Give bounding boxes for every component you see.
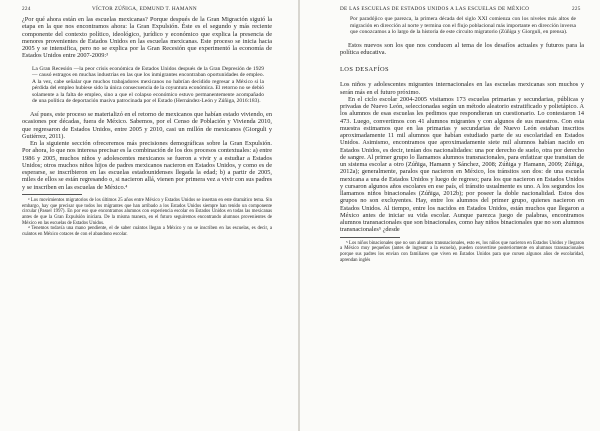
left-running-head: VÍCTOR ZÚÑIGA, EDMUND T. HAMANN [92,6,197,12]
footnote-rule [22,194,82,195]
body-paragraph: ¿Por qué ahora están en las escuelas mexicanas? Porque después de la Gran Migración siguió la etapa en la que nos encontramos ahora: la Gran Expulsión. Éste es el segundo y más reciente componente del contexto político, ideológico, jurídico y económico que explica la presencia de menores provenientes de Estados Unidos en las escuelas mexicanas. Este proceso se inicia hacia 2005 y se intensifica, pero no se explica por la Gran Recesión que experimentó la economía de Estados Unidos entre 2007-2009:³ [22,16,272,60]
right-page-number: 225 [572,6,581,12]
right-running-head: DE LAS ESCUELAS DE ESTADOS UNIDOS A LAS ESCUELAS DE MÉXICO [340,6,530,12]
body-paragraph: En la siguiente sección ofreceremos más precisiones demográficas sobre la Gran Expulsión. Por ahora, lo que nos interesa precisar es la combinación de los dos procesos contextuales: a) entre 1986 y 2005, muchos niños y adolescentes mexicanos se fueron a vivir y a estudiar a Estados Unidos; otros muchos niños hijos de padres mexicanos nacieron en Estados Unidos, y como es de esperarse, se inscribieron en las escuelas estadounidenses llegada la edad; b) a partir de 2005, miles de ellos se están regresando o, si nacieron allá, vienen por primera vez a vivir con sus padres y se inscriben en las escuelas de México.⁴ [22,140,272,191]
footnote: ⁵ Los niños binacionales que no son alumnos transnacionales, esto es, los niños que nacieron en Estados Unidos y llegaron a México muy pequeños (antes de ingresar a la escuela), pueden convertirse posteriormente en alumnos transnacionales porque sus padres los envían con familiares que viven en Estados Unidos para que cursen algunos años de escolaridad, aprendan inglés [340,240,584,263]
body-paragraph: Estos nuevos son los que nos conducen al tema de los desafíos actuales y futuros para la política educativa. [340,41,584,57]
section-heading: LOS DESAFÍOS [340,66,390,74]
body-paragraph: En el ciclo escolar 2004-2005 visitamos 173 escuelas primarias y secundarias, públicas y privadas de Nuevo León, seleccionadas según un método aleatorio estratificado y polietápico. A los alumnos de esas escuelas les pedimos que respondieran un cuestionario. Lo contestaron 14 473. Luego, convertimos con 41 alumnos migrantes y con algunos de sus maestros. Con esta muestra estimamos que en las primarias y secundarias de Nuevo León estaban inscritos aproximadamente 11 mil alumnos que habían estudiado parte de su escolaridad en Estados Unidos. Asimismo, encontramos que aproximadamente siete mil alumnos habían nacido en Estados Unidos, es decir, tenían dos nacionalidades: una por derecho de suelo, otra por derecho de sangre. Al primer grupo lo llamamos alumnos transnacionales, para enfatizar que transitan de un sistema escolar a otro (Zúñiga, Hamann y Sánchez, 2008; Zúñiga y Hamann, 2009; Zúñiga, 2012a); generalmente, paralos que nacieron en México, los tránsitos son dos: de una escuela mexicana a una de Estados Unidos y luego de regreso; para los que nacieron en Estados Unidos y cursaron algunos años escolares en ese país, el tránsito usualmente es uno. A los segundos los llamamos niños binacionales (Zúñiga, 2012b); por poseer la doble nacionalidad. Estos dos grupos no son excluyentes. Hay, entre los alumnos del primer grupo, quienes nacieron en Estados Unidos. Al tiempo, entre los nacidos en Estados Unidos, están muchos que llegaron a México antes de iniciar su vida escolar. Aunque parezca juego de palabras, encontramos alumnos transnacionales que son binacionales, como hay niños binacionales que no son alumnos transnacionales⁵ ¿desde [340,95,584,234]
footnote: ³ Los movimientos migratorios de los últimos 25 años entre México y Estados Unidos se insertan en este dramático tema. Sin embargo, hay que precisar que todos los migrantes que han arribado a los Estados Unidos siempre han tenido un componente circular (Passel 1997). En por eso que encontramos alumnos con experiencia escolar en Estados Unidos en todas las mexicanas antes de que la Gran Expulsión iniciara. De la misma manera, en el futuro seguiremos encontrando alumnos provenientes de México en las escuelas de Estados Unidos. [22,197,272,226]
left-page [0,0,298,431]
block-quote: Por paradójico que parezca, la primera década del siglo XXI comienza con los niveles más altos de migración en dirección al norte y termina con el flujo poblacional más importante en dirección inversa que conozcamos a lo largo de la historia de este circuito migratorio (Zúñiga y Giorguli, en prensa). [350,16,576,36]
body-paragraph: Así pues, este proceso se materializó en el retorno de mexicanos que habían estado viviendo, en ocasiones por décadas, fuera de México. Sabemos, por el Censo de Población y Vivienda 2010, que regresaron de Estados Unidos, entre 2005 y 2010, casi un millón de mexicanos (Giorguli y Gutiérrez, 2011). [22,111,272,140]
footnote: ⁴ Tenemos todavía una mano pendiente, el de saber cuántos llegan a México y no se inscriben en las escuelas, es decir, a cuántos en México cotaces de con el abandono escolar. [22,226,272,238]
left-page-number: 224 [22,6,31,12]
left-text-column [22,16,272,425]
block-quote: La Gran Recesión —la peor crisis económica de Estados Unidos después de la Gran Depresión de 1929— causó estragos en muchas industrias en las que los inmigrantes encontraban oportunidades de empleo. A la vez, cabe señalar que muchos trabajadores mexicanos no habrían decidido regresar a México si la pérdida del empleo hubiese sido la única consecuencia de la coyuntura económica. El retorno no se debió solamente a la falta de empleo, sino a que el colapso económico estuvo permanentemente acompañado de una política de deportación masiva patrocinada por el Estado (Hernández-León y Zúñiga, 2016:183). [32,65,264,105]
right-text-column [340,16,584,425]
footnote-rule [340,237,400,238]
body-paragraph: Los niños y adolescentes migrantes internacionales en las escuelas mexicanas son muchos y serán más en el futuro próximo. [340,81,584,96]
right-page [300,0,600,431]
